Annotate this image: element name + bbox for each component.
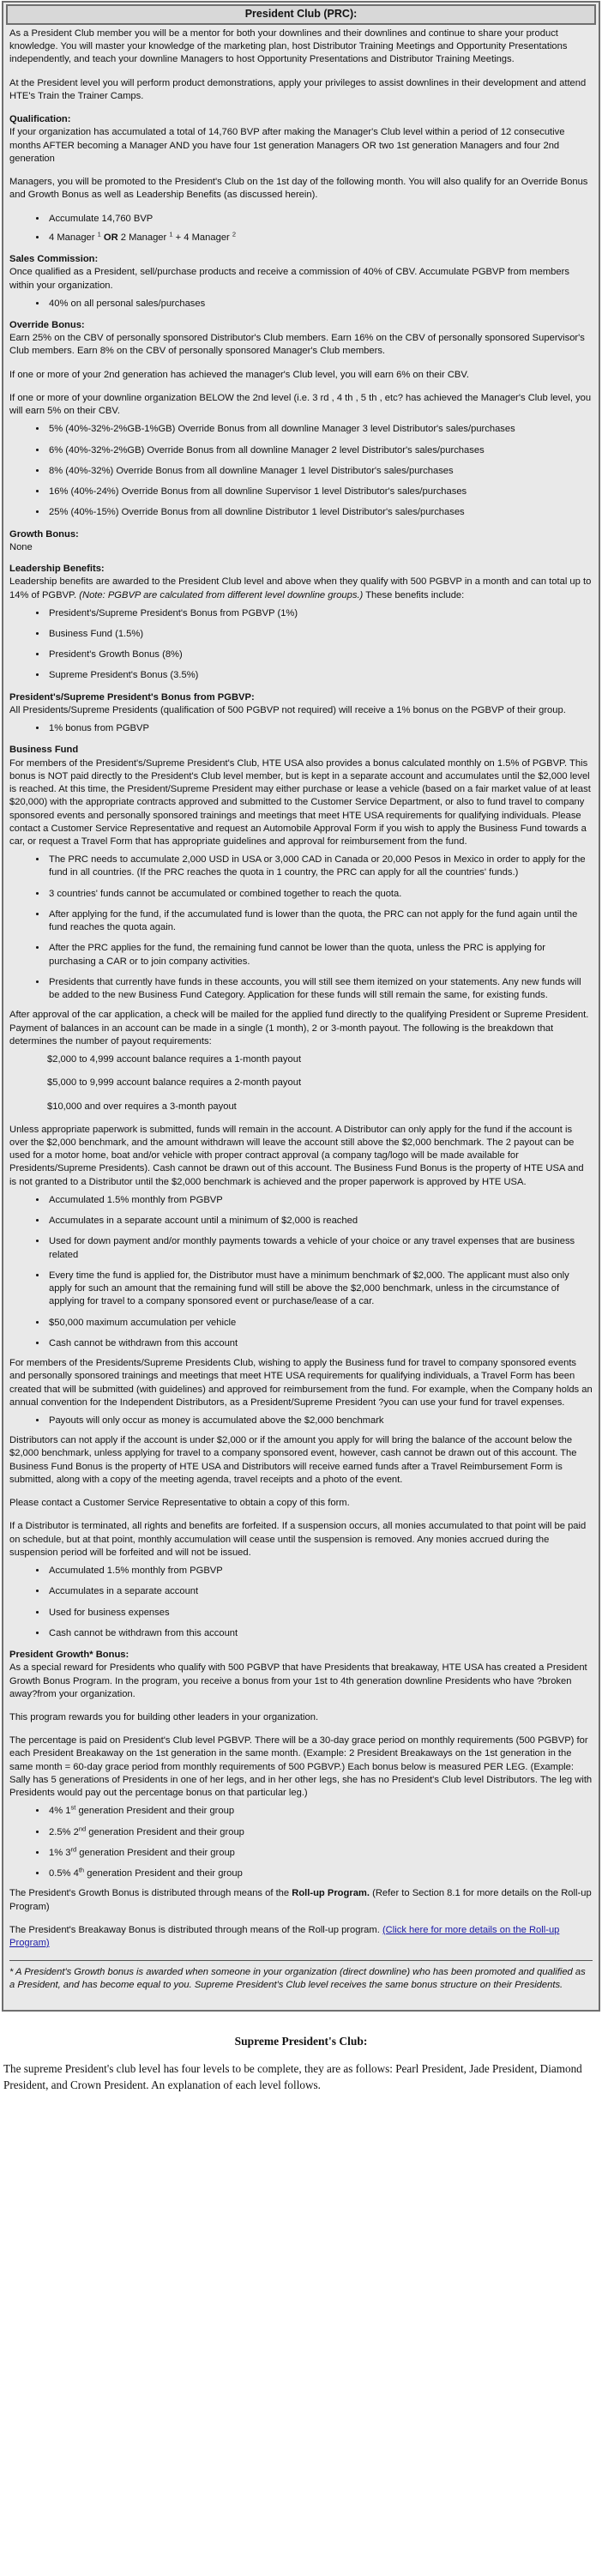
- growth-footnote: * A President's Growth bonus is awarded when someone in your organization (direct downline) who has been promoted and qualified as a President, and has become equal to you. Supreme President's Club level receives the same bonus structure on their Presidents.: [9, 1967, 586, 1991]
- roll-up-program-label: Roll-up Program.: [292, 1888, 370, 1899]
- override-bonus-heading: Override Bonus:: [9, 319, 85, 330]
- list-item: • 40% on all personal sales/purchases: [47, 298, 593, 311]
- list-item: • 3 countries' funds cannot be accumulated or combined together to reach the quota.: [47, 888, 593, 901]
- president-growth-heading: President Growth* Bonus:: [9, 1650, 129, 1661]
- business-fund-list-4: [9, 1565, 593, 1640]
- qualification-section: [9, 113, 593, 244]
- leadership-text: These benefits include:: [363, 589, 465, 600]
- list-item: • 8% (40%-32%) Override Bonus from all downline Manager 1 level Distributor's sales/purchases: [47, 465, 593, 478]
- list-item: • After applying for the fund, if the accumulated fund is lower than the quota, the PRC can not apply for the fund again until the fund reaches the quota again.: [47, 908, 593, 934]
- payout-breakdown: [9, 1053, 593, 1113]
- generation-text: generation President and their group: [84, 1868, 243, 1879]
- qualification-list: [9, 213, 593, 244]
- growth-paragraph-5: [9, 1924, 593, 1950]
- manager-text: 4 Manager: [49, 232, 98, 243]
- generation-percent: 1% 3: [49, 1847, 71, 1858]
- business-fund-paragraph-5: Distributors can not apply if the account is under $2,000 or if the amount you apply for will bring the balance of the account below the $2,000 benchmark, unless applying for travel to a company sponsored event, however, cash cannot be drawn out of this account. The Business Fund Bonus is the property of HTE USA and Distributors will receive earned funds after a Travel Reimbursement Form is submitted, along with a copy of the meeting agenda, travel receipts and a photo of the event.: [9, 1435, 577, 1485]
- leadership-list: [9, 607, 593, 683]
- qualification-heading: Qualification:: [9, 114, 71, 125]
- list-item: • 25% (40%-15%) Override Bonus from all downline Distributor 1 level Distributor's sales/purchases: [47, 506, 593, 519]
- list-item: • 1% bonus from PGBVP: [47, 722, 593, 735]
- business-fund-paragraph-1: For members of the President's/Supreme President's Club, HTE USA also provides a bonus calculated monthly on 1.5% of PGBVP. This bonus is NOT paid directly to the President's Club level member, but is kept in a separate account and accumulates until the $2,000 level is reached. At this time, the President/Supreme President may either purchase or lease a vehicle (based on a fair market value of at least $20,000) with the appropriate contracts approved and submitted to the Customer Service Department, or also to fund travel to company sponsored events and personally sponsored trainings and meetings that meet HTE USA requirements for qualifying individuals. Please contact a Customer Service Representative and request an Automobile Approval Form if you wish to apply the Business Fund towards a car, or request a Travel Form that has appropriate guidelines and approval for reimbursement from the fund.: [9, 757, 591, 848]
- business-fund-paragraph-4: For members of the Presidents/Supreme Presidents Club, wishing to apply the Business fund for travel to company sponsored events and personally sponsored trainings and meetings that meet HTE USA requirements for qualifying individuals, a Travel Form has been created that will be submitted (with guidelines) and approved for reimbursement from the fund. For example, when the Company holds an annual convention for the Independent Distributors, as a President/Supreme President ?you can use your fund for travel expenses.: [9, 1358, 593, 1408]
- list-item: • 5% (40%-32%-2%GB-1%GB) Override Bonus from all downline Manager 3 level Distributor's sales/purchases: [47, 423, 593, 436]
- business-fund-paragraph-3: Unless appropriate paperwork is submitted, funds will remain in the account. A Distributor can only apply for the fund if the account is over the $2,000 benchmark, and the amount withdrawn will leave the account still above the $2,000 benchmark. The 2 payout can be used for a motor home, boat and/or vehicle with proper contract approval (a company tag/logo will be made available for Presidents/Supreme Presidents). Cash cannot be drawn out of this account. The Business Fund Bonus is the property of HTE USA and is not granted to a Distributor until the $2,000 benchmark is achieved and the proper paperwork is approved by HTE USA.: [9, 1124, 584, 1187]
- list-item: [47, 1805, 593, 1818]
- list-item: • Used for down payment and/or monthly payments towards a vehicle of your choice or any travel expenses that are business related: [47, 1235, 593, 1261]
- presidents-bonus-paragraph: All Presidents/Supreme Presidents (qualification of 500 PGBVP not required) will receive a 1% bonus on the PGBVP of their group.: [9, 704, 566, 715]
- list-item: • Accumulates in a separate account until a minimum of $2,000 is reached: [47, 1215, 593, 1228]
- presidents-bonus-section: [9, 691, 593, 736]
- page-title: President Club (PRC):: [6, 4, 596, 25]
- generation-text: generation President and their group: [76, 1847, 235, 1858]
- business-fund-list-3: [9, 1415, 593, 1427]
- list-item: • $50,000 maximum accumulation per vehicle: [47, 1317, 593, 1330]
- president-club-panel: [2, 1, 600, 2012]
- business-fund-paragraph-6: Please contact a Customer Service Representative to obtain a copy of this form.: [9, 1498, 350, 1509]
- ordinal-suffix: nd: [78, 1824, 87, 1832]
- superscript: 1: [97, 230, 101, 238]
- qualification-paragraph-1: If your organization has accumulated a total of 14,760 BVP after making the Manager's Club level within a period of 12 consecutive months AFTER becoming a Manager AND you have four 1st generation Managers OR two 1st generation Managers and four 2nd generation: [9, 127, 565, 164]
- or-text: OR: [100, 232, 121, 243]
- ordinal-suffix: th: [78, 1866, 85, 1874]
- presidents-bonus-heading: President's/Supreme President's Bonus from PGBVP:: [9, 691, 255, 703]
- ordinal-suffix: rd: [70, 1845, 77, 1854]
- sales-commission-list: [9, 298, 593, 311]
- roll-up-text: (Refer to Section 8.1 for more details on the Roll-up Program): [9, 1888, 592, 1912]
- business-fund-list-1: [9, 854, 593, 1002]
- growth-bonus-section: [9, 528, 593, 554]
- business-fund-paragraph-2: After approval of the car application, a check will be mailed for the applied fund directly to the qualifying President or Supreme President. Payment of balances in an account can be made in a single (1 month), 2 or 3-month payout. The following is the breakdown that determines the number of payout requirements:: [9, 1010, 589, 1047]
- manager-text: 2 Manager: [120, 232, 170, 243]
- leadership-paragraph: [9, 576, 593, 601]
- generation-list: [9, 1805, 593, 1880]
- sales-commission-section: [9, 253, 593, 311]
- override-list: [9, 423, 593, 519]
- list-item: • President's/Supreme President's Bonus from PGBVP (1%): [47, 607, 593, 620]
- override-paragraph-2: If one or more of your 2nd generation has achieved the manager's Club level, you will earn 6% on their CBV.: [9, 369, 469, 380]
- growth-bonus-heading: Growth Bonus:: [9, 528, 79, 540]
- superscript: 1: [169, 230, 173, 238]
- list-item: • 16% (40%-24%) Override Bonus from all downline Supervisor 1 level Distributor's sales/purchases: [47, 486, 593, 498]
- list-item: • Every time the fund is applied for, the Distributor must have a minimum benchmark of $2,000. The applicant must also only apply for such an amount that the remaining fund will still be above the $2,000 benchmark, unless in the circumstance of applying for travel to a company sponsored event or purchase/lease of a car.: [47, 1270, 593, 1309]
- roll-up-text: The President's Growth Bonus is distributed through means of the: [9, 1888, 292, 1899]
- list-item: • The PRC needs to accumulate 2,000 USD in USA or 3,000 CAD in Canada or 20,000 Pesos in Mexico in order to apply for the fund in all countries. (If the PRC reaches the quota in 1 country, the PRC can apply for all the countries' funds.): [47, 854, 593, 879]
- panel-content: [6, 27, 596, 1993]
- override-bonus-section: [9, 319, 593, 520]
- override-paragraph-3: If one or more of your downline organization BELOW the 2nd level (i.e. 3 rd , 4 th , 5 th , etc? has achieved the Manager's Club level, you will earn 5% on their CBV.: [9, 392, 592, 417]
- supreme-president-heading: Supreme President's Club:: [234, 2034, 368, 2048]
- ordinal-suffix: st: [70, 1803, 76, 1812]
- growth-paragraph-2: This program rewards you for building other leaders in your organization.: [9, 1711, 319, 1722]
- qualification-paragraph-2: Managers, you will be promoted to the President's Club on the 1st day of the following month. You will also qualify for an Override Bonus and Growth Bonus as well as Leadership Benefits (as discussed herein).: [9, 177, 588, 201]
- growth-paragraph-3: The percentage is paid on President's Club level PGBVP. There will be a 30-day grace period on monthly requirements (500 PGBVP) for each President Breakaway on the 1st generation in the same month. (Example: 2 President Breakaways on the 1st generation in the same month = 60-day grace period from monthly requirements of 500 PGBVP.) Each bonus below is measured PER LEG. (Example: Sally has 5 generations of Presidents in one of her legs, and in her other legs, she has no President's Club level Distributors. The leg with Presidents would pay out the percentage bonus on that particular leg.): [9, 1735, 593, 1799]
- presidents-bonus-list: [9, 722, 593, 735]
- generation-percent: 2.5% 2: [49, 1826, 79, 1837]
- leadership-heading: Leadership Benefits:: [9, 564, 105, 575]
- list-item: • Accumulated 1.5% monthly from PGBVP: [47, 1565, 593, 1578]
- generation-text: generation President and their group: [75, 1806, 235, 1817]
- sales-commission-paragraph: Once qualified as a President, sell/purchase products and receive a commission of 40% of CBV. Accumulate PGBVP from members within your organization.: [9, 267, 569, 291]
- business-fund-list-2: [9, 1194, 593, 1350]
- divider: [9, 1960, 593, 1961]
- list-item: [47, 232, 593, 244]
- intro-paragraph-2: At the President level you will perform product demonstrations, apply your privileges to assist downlines in their development and attend HTE's Train the Trainer Camps.: [9, 77, 587, 101]
- override-paragraph-1: Earn 25% on the CBV of personally sponsored Distributor's Club members. Earn 16% on the CBV of personally sponsored Supervisor's Club members. Earn 8% on the CBV of personally sponsored Manager's Club members.: [9, 333, 585, 357]
- sales-commission-heading: Sales Commission:: [9, 254, 99, 265]
- list-item: • Used for business expenses: [47, 1607, 593, 1620]
- business-fund-heading: Business Fund: [9, 745, 79, 756]
- breakaway-text: The President's Breakaway Bonus is distributed through means of the Roll-up program.: [9, 1924, 382, 1935]
- list-item: • Cash cannot be withdrawn from this account: [47, 1337, 593, 1350]
- list-item: • Business Fund (1.5%): [47, 628, 593, 641]
- business-fund-paragraph-7: If a Distributor is terminated, all rights and benefits are forfeited. If a suspension occurs, all monies accumulated to that point will be paid on schedule, but at that point, monthly accumulation will cease until the suspension is removed. Any monies accrued during the suspension period will be forfeited and will not be issued.: [9, 1521, 587, 1558]
- list-item: • Presidents that currently have funds in these accounts, you will still see them itemized on your statements. Any new funds will be added to the new Business Fund Category. Application for these funds will still remain the same, for existing funds.: [47, 976, 593, 1002]
- growth-paragraph-4: [9, 1887, 593, 1913]
- list-item: [47, 1867, 593, 1880]
- list-item: • Cash cannot be withdrawn from this account: [47, 1627, 593, 1640]
- leadership-section: [9, 563, 593, 683]
- list-item: [47, 1826, 593, 1839]
- roll-up-details-link[interactable]: (Click here for more details on the Roll-up Program): [9, 1924, 560, 1949]
- list-item: • President's Growth Bonus (8%): [47, 649, 593, 661]
- business-fund-section: [9, 744, 593, 1640]
- list-item: • Payouts will only occur as money is accumulated above the $2,000 benchmark: [47, 1415, 593, 1427]
- leadership-note: (Note: PGBVP are calculated from different level downline groups.): [79, 589, 364, 600]
- list-item: • Accumulated 1.5% monthly from PGBVP: [47, 1194, 593, 1207]
- intro-paragraph-1: As a President Club member you will be a mentor for both your downlines and their downlines and continue to share your product knowledge. You will master your knowledge of the marketing plan, host Distributor Training Meetings and Opportunity Presentations independently, and teach your downline Managers to host Opportunity Presentations and Distributor Training Meetings.: [9, 28, 568, 65]
- growth-bonus-value: None: [9, 541, 33, 552]
- generation-percent: 4% 1: [49, 1806, 71, 1817]
- list-item: • 6% (40%-32%-2%GB) Override Bonus from all downline Manager 2 level Distributor's sales/purchases: [47, 444, 593, 457]
- list-item: • After the PRC applies for the fund, the remaining fund cannot be lower than the quota, unless the PRC is applying for purchasing a CAR or to join company activities.: [47, 942, 593, 968]
- payout-line: $10,000 and over requires a 3-month payout: [47, 1101, 237, 1112]
- superscript: 2: [232, 230, 237, 238]
- list-item: [47, 1847, 593, 1860]
- list-item: • Accumulates in a separate account: [47, 1585, 593, 1598]
- leadership-text: Leadership benefits are awarded to the President Club level and above when they qualify with 500 PGBVP in a month and can total up to 14% of PGBVP.: [9, 576, 592, 600]
- generation-text: generation President and their group: [86, 1826, 244, 1837]
- generation-percent: 0.5% 4: [49, 1868, 79, 1879]
- president-growth-section: [9, 1649, 593, 1993]
- list-item: • Accumulate 14,760 BVP: [47, 213, 593, 226]
- supreme-president-section: [0, 2012, 602, 2093]
- list-item: • Supreme President's Bonus (3.5%): [47, 669, 593, 682]
- payout-line: $5,000 to 9,999 account balance requires a 2-month payout: [47, 1077, 302, 1089]
- manager-text: + 4 Manager: [172, 232, 232, 243]
- growth-paragraph-1: As a special reward for Presidents who qualify with 500 PGBVP that have Presidents that breakaway, HTE USA has created a President Growth Bonus Program. In the program, you receive a bonus from your 1st to 4th generation downline Presidents who have ?broken away?from your organization.: [9, 1662, 587, 1699]
- payout-line: $2,000 to 4,999 account balance requires a 1-month payout: [47, 1054, 302, 1065]
- supreme-president-paragraph: The supreme President's club level has four levels to be complete, they are as follows: Pearl President, Jade President, Diamond President, and Crown President. An explanation of each level follows.: [3, 2062, 582, 2091]
